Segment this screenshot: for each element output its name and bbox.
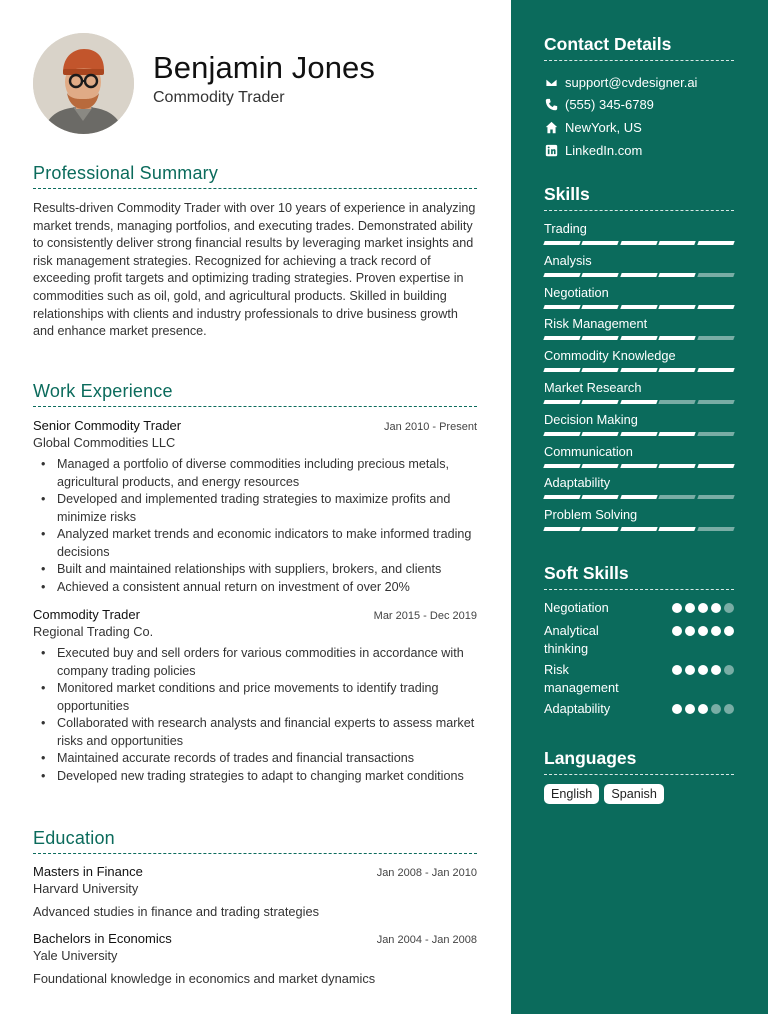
rating-dot [698,626,708,636]
job-bullet: • Executed buy and sell orders for various commodities in accordance with company trading policies [33,645,477,680]
skill-level-segment [620,336,658,340]
skill-label: Problem Solving [544,507,638,523]
skill-level-segment [697,368,735,372]
envelope-icon [544,75,558,89]
skill-level-segment [658,368,696,372]
skill-level-segment [620,273,658,277]
rating-dot [685,626,695,636]
skill-level-segment [543,368,581,372]
skill-level-bar [544,495,734,499]
job-bullet: • Built and maintained relationships with suppliers, brokers, and clients [33,561,477,579]
skill-level-segment [543,400,581,404]
skill-level-segment [543,464,581,468]
skill-level-segment [697,305,735,309]
rating-dot [698,603,708,613]
job-bullet: • Achieved a consistent annual return on investment of over 20% [33,579,477,597]
job-title: Senior Commodity Trader [33,418,182,433]
summary-heading: Professional Summary [33,163,477,189]
soft-skill-rating [672,700,734,714]
summary-text: Results-driven Commodity Trader with over 10 years of experience in analyzing market trends, managing portfolios, and executing trades. Demonstrated ability to consistently deliver strong financial results by leveraging market insights and risk management strategies. Recognized for achieving a track record of exceeding profit targets and optimizing trading strategies. Proven expertise in commodities such as oil, gold, and agricultural products. Skilled in building relationships with clients and industry professionals to drive business growth and enhance market presence. [33,201,476,339]
skill-label: Decision Making [544,411,638,427]
skill-level-segment [582,241,620,245]
skill-label: Commodity Knowledge [544,348,676,364]
education-entry [33,931,477,986]
skill-level-segment [582,368,620,372]
skill-item [544,444,734,476]
contact-phone[interactable] [544,94,734,117]
skill-level-segment [620,400,658,404]
soft-skill-label: Adaptability [544,701,611,716]
soft-skill-item [544,661,734,696]
job-company: Global Commodities LLC [33,435,176,450]
rating-dot [685,704,695,714]
soft-skill-label: Negotiation [544,600,609,615]
location-text: NewYork, US [565,119,642,135]
rating-dot [685,603,695,613]
rating-dot [724,603,734,613]
soft-skill-label: Analytical thinking [544,623,599,656]
job-bullet: • Analyzed market trends and economic indicators to make informed trading decisions [33,526,477,561]
skill-level-segment [582,432,620,436]
skill-level-bar [544,432,734,436]
job-date: Mar 2015 - Dec 2019 [373,610,477,622]
soft-skill-rating [672,599,734,613]
job-bullet: • Monitored market conditions and price movements to identify trading opportunities [33,680,477,715]
skill-label: Risk Management [544,316,648,332]
job-bullet: • Collaborated with research analysts and financial experts to assess market risks and opportunities [33,715,477,750]
skill-level-segment [543,273,581,277]
skill-level-segment [697,241,735,245]
degree-title: Masters in Finance [33,864,143,879]
job-entry [33,607,477,785]
rating-dot [672,603,682,613]
skill-level-segment [620,241,658,245]
job-bullet: • Developed new trading strategies to adapt to changing market conditions [33,768,477,786]
experience-heading: Work Experience [33,381,477,407]
soft-skill-item [544,622,734,657]
skill-label: Analysis [544,252,592,268]
skill-item [544,348,734,380]
education-description: Foundational knowledge in economics and market dynamics [33,971,376,986]
skill-level-segment [582,305,620,309]
linkedin-text: LinkedIn.com [565,142,643,158]
rating-dot [672,665,682,675]
candidate-name: Benjamin Jones [153,50,375,85]
job-bullet: • Maintained accurate records of trades and financial transactions [33,750,477,768]
job-bullet: • Developed and implemented trading strategies to maximize profits and minimize risks [33,491,477,526]
soft-skill-rating [672,661,734,675]
skill-level-segment [658,336,696,340]
skill-level-segment [582,336,620,340]
rating-dot [685,665,695,675]
contact-heading: Contact Details [544,34,734,61]
rating-dot [698,665,708,675]
candidate-title: Commodity Trader [153,89,285,106]
rating-dot [672,704,682,714]
skill-level-segment [658,495,696,499]
skill-level-segment [697,464,735,468]
skill-level-segment [658,305,696,309]
contact-list [544,71,734,161]
skill-level-segment [543,241,581,245]
rating-dot [711,665,721,675]
education-date: Jan 2004 - Jan 2008 [376,934,477,946]
skill-item [544,316,734,348]
languages-list [544,784,664,804]
skill-label: Adaptability [544,475,611,491]
degree-title: Bachelors in Economics [33,931,172,946]
skill-item [544,412,734,444]
skill-item [544,221,734,253]
skill-level-segment [582,464,620,468]
skill-level-segment [620,495,658,499]
skill-level-bar [544,273,734,277]
soft-skill-label: Risk management [544,662,619,695]
person-photo-icon [33,33,134,134]
skill-level-bar [544,241,734,245]
skill-level-segment [582,495,620,499]
skill-level-segment [697,495,735,499]
skill-item [544,507,734,539]
email-text: support@cvdesigner.ai [565,74,698,90]
skill-level-segment [658,432,696,436]
phone-text: (555) 345-6789 [565,97,654,113]
skill-level-segment [582,527,620,531]
skill-item [544,285,734,317]
rating-dot [711,603,721,613]
job-date: Jan 2010 - Present [384,421,477,433]
rating-dot [724,704,734,714]
skill-label: Negotiation [544,284,609,300]
skill-level-segment [582,400,620,404]
education-entry [33,864,477,919]
rating-dot [724,626,734,636]
skill-level-bar [544,464,734,468]
rating-dot [711,626,721,636]
skill-label: Trading [544,221,587,236]
skills-heading: Skills [544,184,734,211]
skill-level-segment [543,527,581,531]
skill-level-segment [543,336,581,340]
skill-label: Market Research [544,379,642,395]
skill-level-bar [544,336,734,340]
job-bullet: • Managed a portfolio of diverse commodities including precious metals, agricultural products, and energy resources [33,456,477,491]
skill-level-segment [658,400,696,404]
skill-level-segment [620,527,658,531]
language-chip: Spanish [604,784,664,804]
linkedin-icon [544,143,558,157]
skill-item [544,380,734,412]
skill-level-segment [620,464,658,468]
soft-skill-item [544,700,734,718]
skill-level-segment [620,305,658,309]
language-chip: English [544,784,599,804]
job-entry [33,418,477,596]
job-title: Commodity Trader [33,607,140,622]
job-bullets [33,456,477,596]
skill-level-segment [620,368,658,372]
job-bullets [33,645,477,785]
skill-level-bar [544,368,734,372]
skill-level-bar [544,527,734,531]
skill-level-segment [697,400,735,404]
soft-skill-rating [672,622,734,636]
rating-dot [711,704,721,714]
skill-level-segment [543,495,581,499]
rating-dot [698,704,708,714]
education-date: Jan 2008 - Jan 2010 [376,867,477,879]
school-name: Yale University [33,948,118,963]
contact-linkedin[interactable] [544,139,734,162]
skill-level-segment [543,305,581,309]
rating-dot [724,665,734,675]
rating-dot [672,626,682,636]
skill-level-segment [658,273,696,277]
soft-skill-item [544,599,734,617]
soft-skills-heading: Soft Skills [544,563,734,590]
skill-item [544,253,734,285]
skill-level-segment [697,527,735,531]
education-description: Advanced studies in finance and trading strategies [33,904,319,919]
skill-level-segment [697,273,735,277]
skill-label: Communication [544,443,633,459]
skill-level-bar [544,305,734,309]
school-name: Harvard University [33,881,139,896]
skill-level-segment [658,241,696,245]
job-company: Regional Trading Co. [33,624,154,639]
home-icon [544,120,558,134]
skill-level-segment [697,432,735,436]
skill-level-segment [658,527,696,531]
skill-level-segment [543,432,581,436]
profile-photo [33,33,134,134]
education-heading: Education [33,828,477,854]
contact-email[interactable] [544,71,734,94]
phone-icon [544,98,558,112]
skill-item [544,475,734,507]
skills-list [544,221,734,539]
skill-level-segment [582,273,620,277]
languages-heading: Languages [544,748,734,775]
skill-level-segment [697,336,735,340]
skill-level-segment [658,464,696,468]
skill-level-bar [544,400,734,404]
skill-level-segment [620,432,658,436]
contact-location [544,116,734,139]
